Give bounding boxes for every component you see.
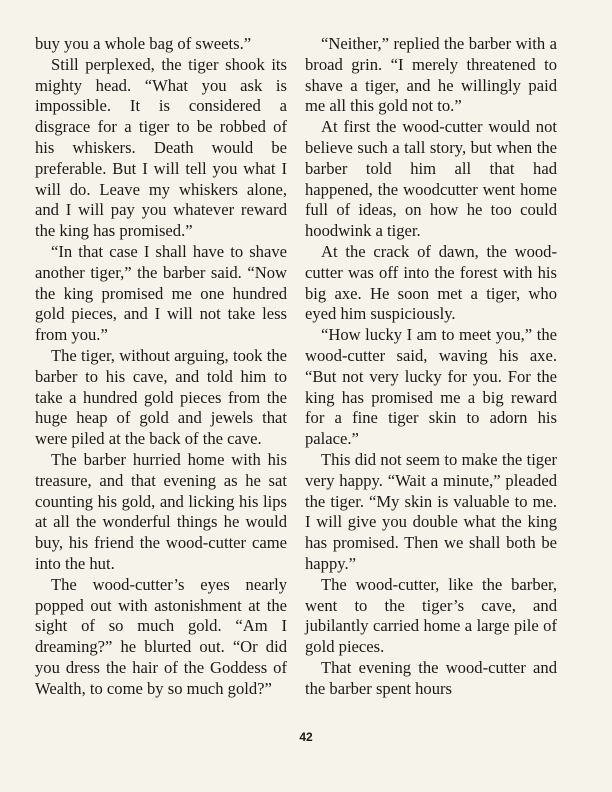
paragraph: That evening the wood-cutter and the barber spent hours <box>305 657 557 698</box>
page-number: 42 <box>299 730 313 744</box>
paragraph: “In that case I shall have to shave another tiger,” the barber said. “Now the king promised me one hundred gold pieces, and I will not take less from you.” <box>35 241 287 345</box>
paragraph: “How lucky I am to meet you,” the wood-cutter said, waving his axe. “But not very lucky for you. For the king has promised me a big reward for a fine tiger skin to adorn his palace.” <box>305 325 557 449</box>
paragraph: This did not seem to make the tiger very happy. “Wait a minute,” pleaded the tiger. “My skin is valuable to me. I will give you double what the king has promised. Then we shall both be happy.” <box>305 449 557 573</box>
paragraph: The wood-cutter, like the barber, went to the tiger’s cave, and jubilantly carried home a large pile of gold pieces. <box>305 574 557 657</box>
paragraph: The wood-cutter’s eyes nearly popped out with astonishment at the sight of so much gold. “Am I dreaming?” he blurted out. “Or did you dress the hair of the Goddess of Wealth, to come by so much gold?” <box>35 574 287 698</box>
paragraph: Still perplexed, the tiger shook its mighty head. “What you ask is impossible. It is considered a disgrace for a tiger to be robbed of his whiskers. Death would be preferable. But I will tell you what I will do. Leave my whiskers alone, and I will pay you whatever reward the king has promised.” <box>35 54 287 241</box>
paragraph: At first the wood-cutter would not believe such a tall story, but when the barber told him all that had happened, the woodcutter went home full of ideas, on how he too could hoodwink a tiger. <box>305 117 557 241</box>
paragraph: “Neither,” replied the barber with a broad grin. “I merely threatened to shave a tiger, and he willingly paid me all this gold not to.” <box>305 34 557 116</box>
paragraph: buy you a whole bag of sweets.” <box>35 34 252 53</box>
left-text-column <box>35 34 287 700</box>
right-text-column <box>305 34 557 700</box>
paragraph: At the crack of dawn, the wood-cutter was off into the forest with his big axe. He soon met a tiger, who eyed him suspiciously. <box>305 241 557 324</box>
paragraph: The tiger, without arguing, took the barber to his cave, and told him to take a hundred gold pieces from the huge heap of gold and jewels that were piled at the back of the cave. <box>35 345 287 449</box>
paragraph: The barber hurried home with his treasure, and that evening as he sat counting his gold, and licking his lips at all the wonderful things he would buy, his friend the wood-cutter came into the hut. <box>35 449 287 573</box>
